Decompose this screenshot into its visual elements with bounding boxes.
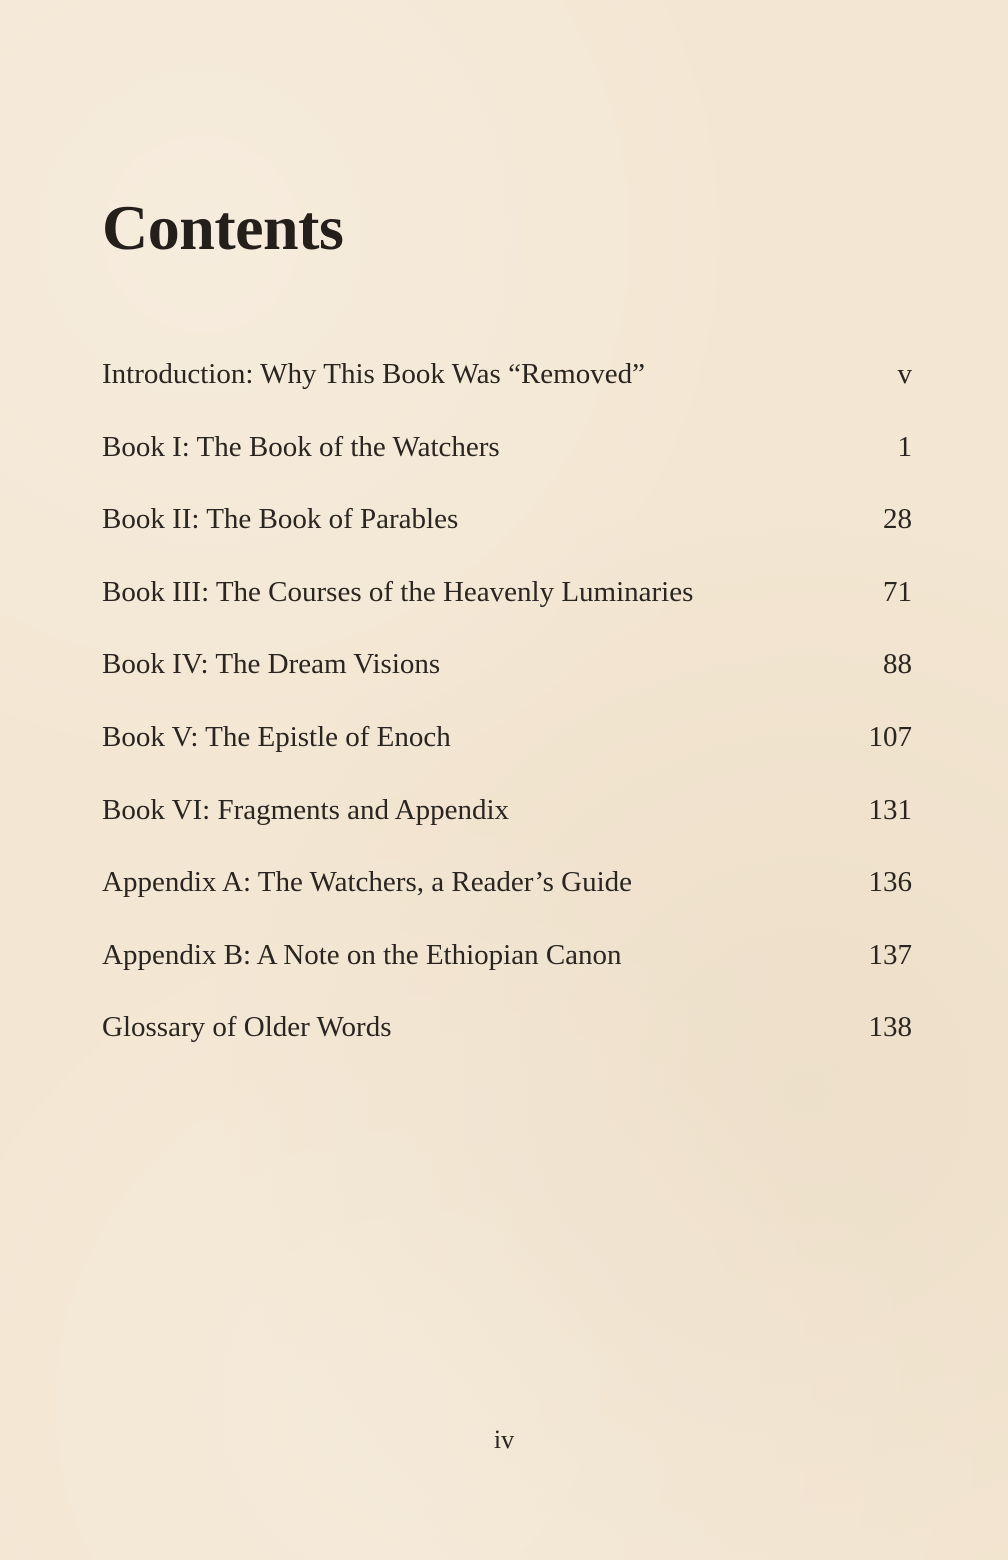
toc-entry (102, 356, 912, 429)
toc-entry-page-number: 107 (868, 720, 912, 753)
toc-entry (102, 574, 912, 647)
toc-entry (102, 792, 912, 865)
toc-entry-title: Book III: The Courses of the Heavenly Luminaries (102, 575, 694, 608)
toc-entry-title: Introduction: Why This Book Was “Removed” (102, 358, 645, 390)
toc-entry-title: Glossary of Older Words (102, 1011, 392, 1044)
toc-entry-title: Book IV: The Dream Visions (102, 648, 441, 681)
toc-entry-title: Appendix B: A Note on the Ethiopian Canon (102, 938, 622, 971)
table-of-contents (102, 356, 912, 1082)
toc-entry-page-number: 136 (868, 866, 912, 899)
toc-entry (102, 937, 912, 1010)
toc-entry-page-number: 138 (868, 1011, 912, 1044)
page-number-footer: iv (493, 1425, 515, 1454)
toc-entry (102, 1009, 912, 1082)
toc-entry-page-number: 88 (883, 648, 912, 681)
toc-entry (102, 719, 912, 792)
toc-entry-page-number: 71 (883, 575, 912, 608)
toc-entry (102, 501, 912, 574)
toc-entry-page-number: v (897, 358, 912, 390)
page-title: Contents (102, 192, 344, 263)
toc-entry (102, 429, 912, 502)
toc-entry-page-number: 131 (868, 793, 912, 826)
toc-entry-title: Book II: The Book of Parables (102, 503, 459, 536)
toc-entry-page-number: 28 (883, 503, 912, 536)
toc-entry (102, 864, 912, 937)
toc-entry-title: Book V: The Epistle of Enoch (102, 720, 451, 753)
toc-entry (102, 646, 912, 719)
toc-entry-title: Appendix A: The Watchers, a Reader’s Guide (102, 866, 633, 899)
toc-entry-page-number: 1 (897, 430, 912, 463)
toc-entry-title: Book VI: Fragments and Appendix (102, 793, 510, 826)
toc-entry-title: Book I: The Book of the Watchers (102, 430, 500, 463)
toc-entry-page-number: 137 (868, 938, 912, 971)
